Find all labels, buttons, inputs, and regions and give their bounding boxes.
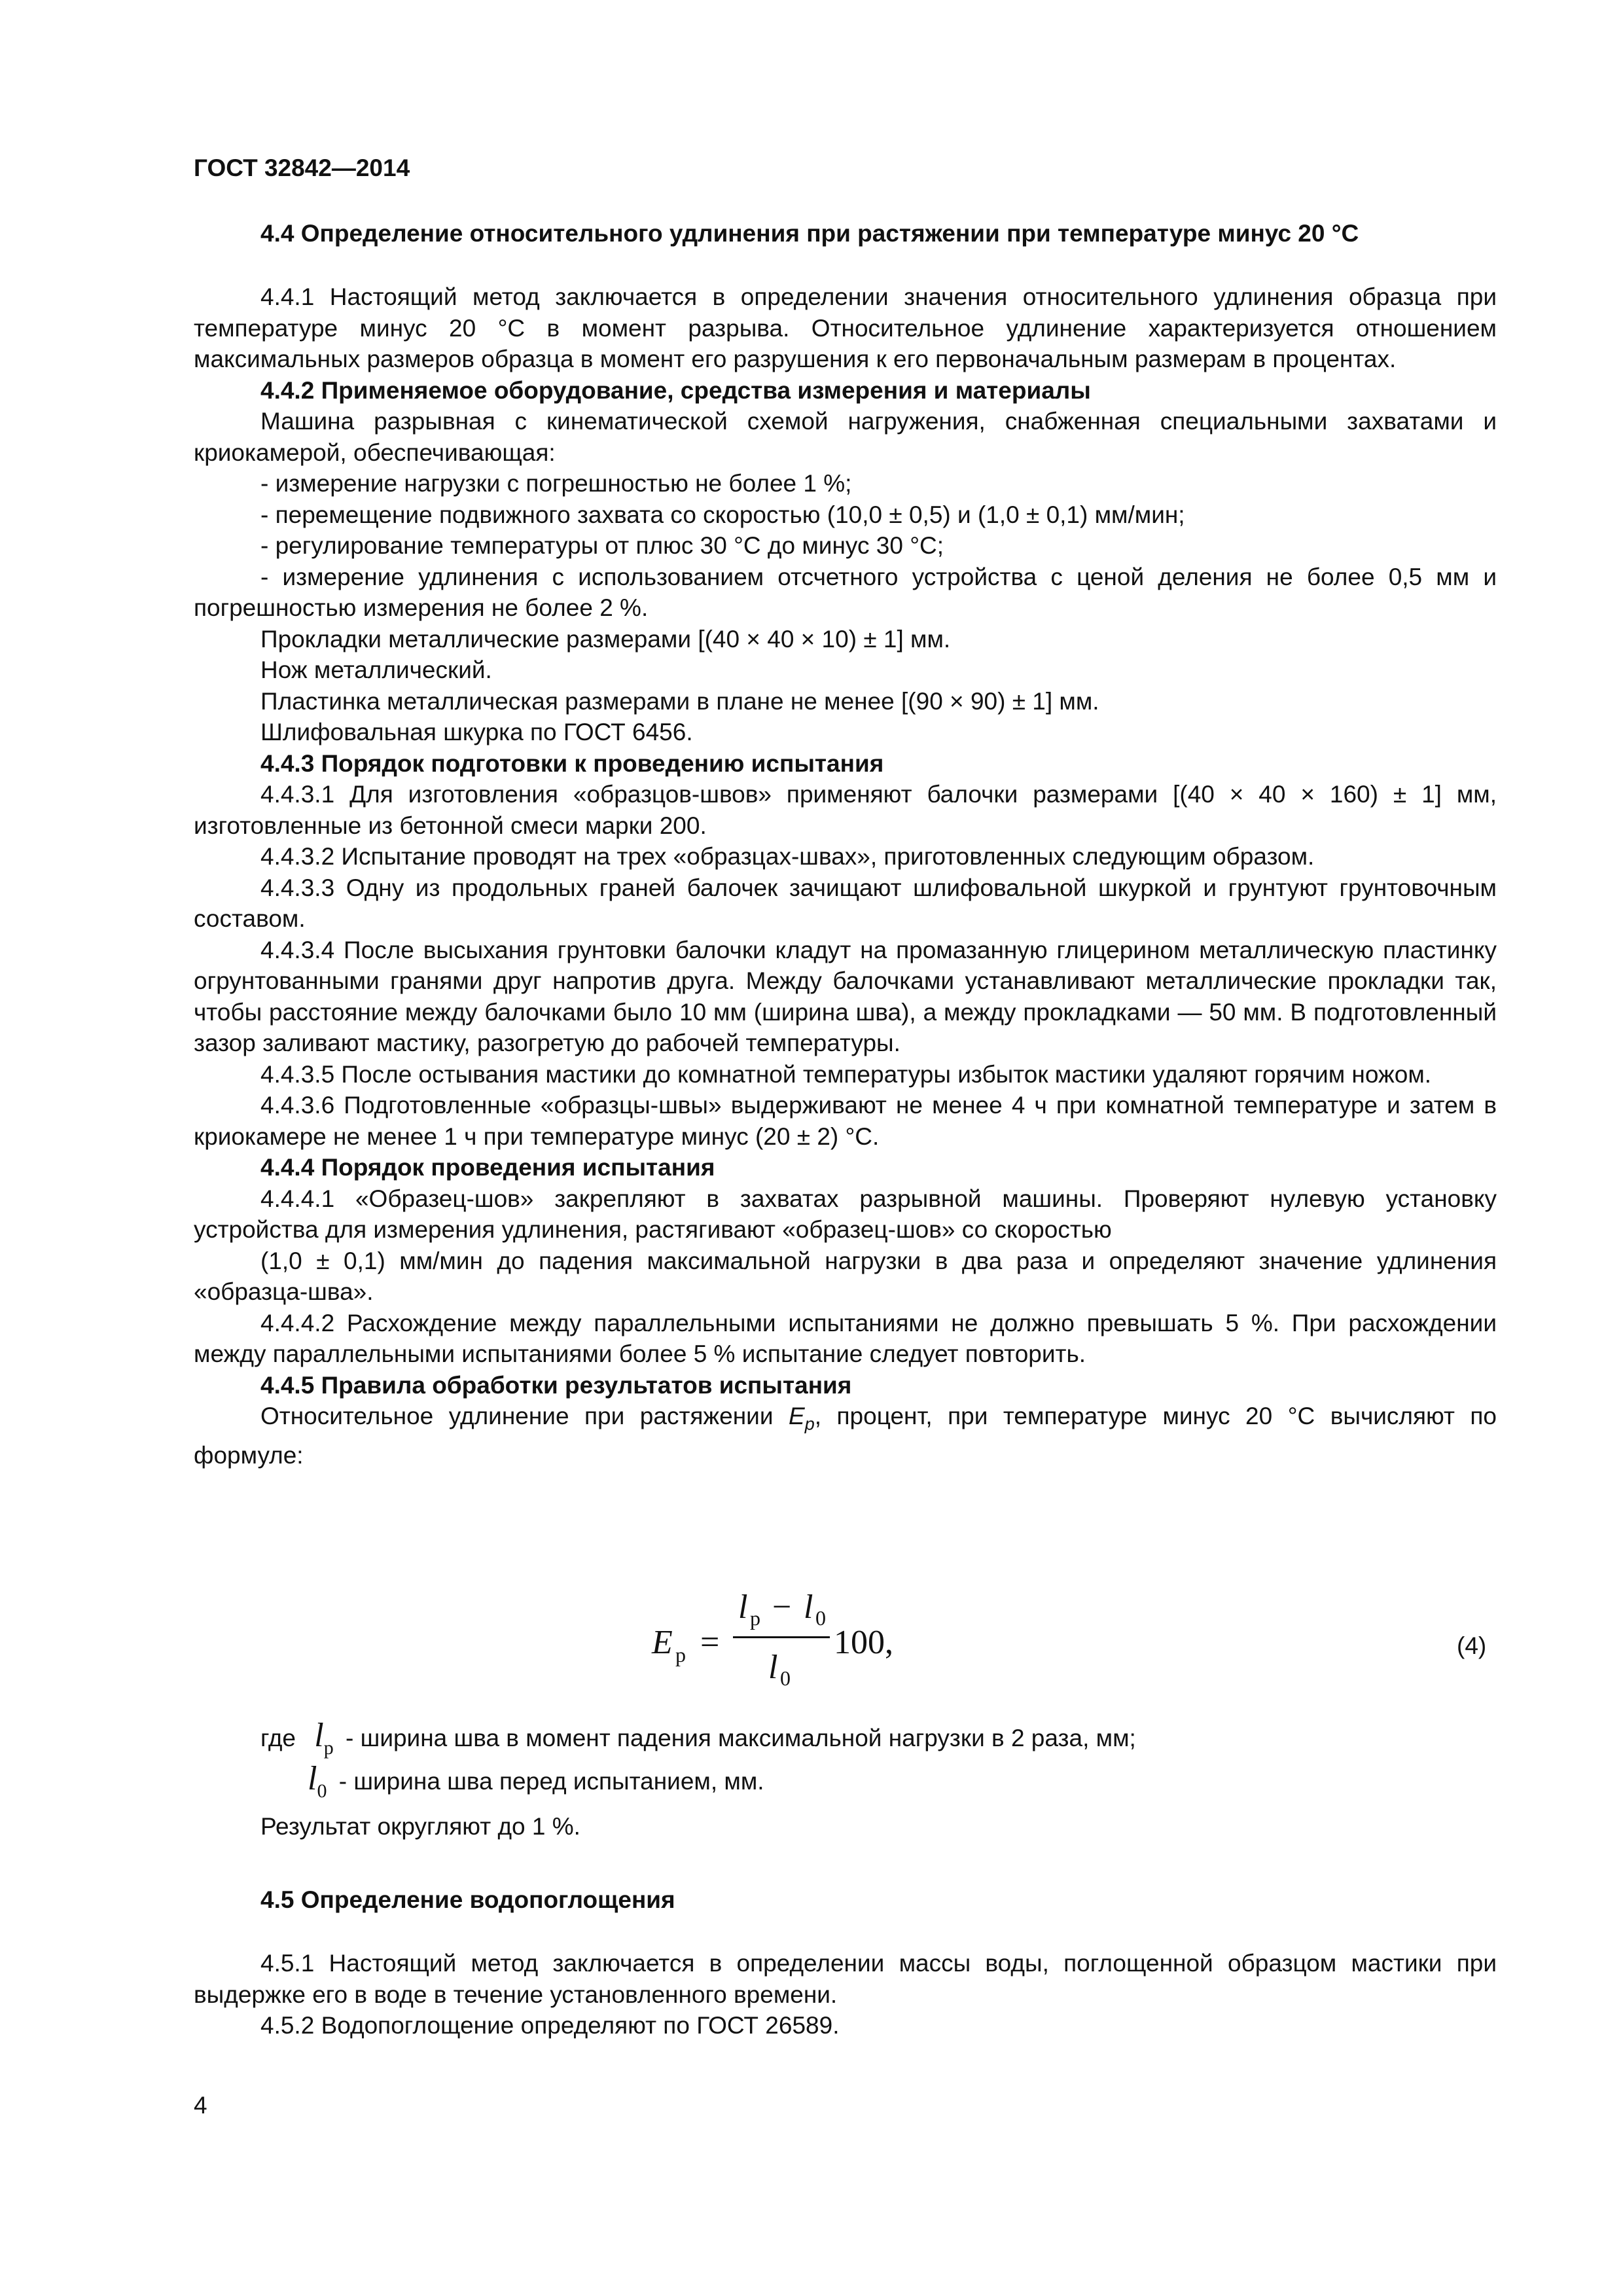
paragraph-knife: Нож металлический. [260,656,492,683]
paragraph-4-4-3-5: 4.4.3.5 После остывания мастики до комнатной температуры избыток мастики удаляют горячим ножом. [260,1060,1432,1088]
paragraph-calculation [194,1401,1497,1471]
paragraph-plate: Пластинка металлическая размерами в плане не менее [(90 × 90) ± 1] мм. [260,687,1099,715]
formula-numerator-l0-subscript: 0 [815,1606,826,1630]
paragraph-4-4-3-3: 4.4.3.3 Одну из продольных граней балочек зачищают шлифовальной шкуркой и грунтуют грунтовочным составом. [194,874,1497,932]
formula-minus: − [772,1588,792,1626]
definition-l0 [308,1759,764,1802]
formula-numerator-l-subscript: р [750,1606,760,1630]
formula-equals: = [700,1624,720,1661]
formula-fraction-bar [733,1636,830,1638]
formula-lhs-subscript: р [675,1643,686,1666]
paragraph-4-4-4-1b: (1,0 ± 0,1) мм/мин до падения максимальной нагрузки в два раза и определяют значение удлинения «образца-шва». [194,1247,1497,1305]
definition-lp [260,1716,1136,1759]
formula-number: (4) [1457,1632,1487,1659]
list-item-elongation: - измерение удлинения с использованием отсчетного устройства с ценой деления не более 0,5 мм и погрешностью измерения не более 2 %. [194,563,1497,621]
paragraph-4-4-1: 4.4.1 Настоящий метод заключается в определении значения относительного удлинения образца при температуре минус 20 °С в момент разрыва. Относительное удлинение характеризуется отношением максимальных размеров образца в момент его разрушения к его первоначальным размерам в процентах. [194,283,1497,372]
formula-numerator-l: l [738,1588,748,1626]
paragraph-4-4-3-1: 4.4.3.1 Для изготовления «образцов-швов» применяют балочки размерами [(40 × 40 × 160) ± 1] мм, изготовленные из бетонной смеси марки 200. [194,781,1497,839]
paragraph-4-5-1: 4.5.1 Настоящий метод заключается в определении массы воды, поглощенной образцом мастики при выдержке его в воде в течение установленного времени. [194,1950,1497,2008]
section-4-5-body [194,1948,1497,2041]
section-4-4-body [194,281,1497,1471]
formula-denominator-l0: l [768,1649,778,1686]
paragraph-sandpaper: Шлифовальная шкурка по ГОСТ 6456. [260,719,693,745]
paragraph-4-4-3-2: 4.4.3.2 Испытание проводят на трех «образцах-швах», приготовленных следующим образом. [260,843,1315,870]
heading-4-4-2: 4.4.2 Применяемое оборудование, средства измерения и материалы [260,376,1091,404]
formula-factor: 100, [834,1624,893,1661]
l0-subscript: 0 [317,1780,327,1802]
paragraph-4-5-2: 4.5.2 Водопоглощение определяют по ГОСТ 26589. [260,2012,840,2039]
paragraph-4-4-4-1a: 4.4.4.1 «Образец-шов» закрепляют в захватах разрывной машины. Проверяют нулевую установку устройства для измерения удлинения, растягивают «образец-шов» со скоростью [194,1185,1497,1243]
list-item-load: - измерение нагрузки с погрешностью не более 1 %; [260,470,852,497]
l0-symbol: l [308,1760,317,1797]
formula-4 [652,1585,927,1716]
calc-text-b: , процент, при температуре минус 20 °С вычисляют по формуле: [194,1403,1497,1469]
formula-numerator-l0: l [804,1588,813,1626]
paragraph-4-4-3-4: 4.4.3.4 После высыхания грунтовки балочки кладут на промазанную глицерином металлическую пластинку огрунтованными гранями друг напротив друга. Между балочками устанавливают металлические прокладки так, чтобы расстояние между балочками было 10 мм (ширина шва), а между прокладками — 50 мм. В подготовленный зазор заливают мастику, разогретую до рабочей температуры. [194,936,1497,1056]
calc-symbol-e: E [789,1403,805,1429]
paragraph-4-4-4-2: 4.4.4.2 Расхождение между параллельными испытаниями не должно превышать 5 %. При расхождении между параллельными испытаниями более 5 % испытание следует повторить. [194,1309,1497,1367]
calc-symbol-sub: p [804,1414,815,1434]
paragraph-machine: Машина разрывная с кинематической схемой нагружения, снабженная специальными захватами и криокамерой, обеспечивающая: [194,408,1497,466]
document-id: ГОСТ 32842—2014 [194,154,410,181]
rounding-note: Результат округляют до 1 %. [260,1813,580,1840]
lp-subscript: р [323,1737,334,1759]
heading-4-4-5: 4.4.5 Правила обработки результатов испытания [260,1371,852,1399]
paragraph-pads: Прокладки металлические размерами [(40 × 40 × 10) ± 1] мм. [260,625,951,653]
heading-4-4-4: 4.4.4 Порядок проведения испытания [260,1154,715,1181]
list-item-grip-speed: - перемещение подвижного захвата со скоростью (10,0 ± 0,5) и (1,0 ± 0,1) мм/мин; [260,501,1185,528]
l0-description: - ширина шва перед испытанием, мм. [332,1768,764,1795]
heading-4-4-3: 4.4.3 Порядок подготовки к проведению испытания [260,749,884,777]
formula-denominator-l0-subscript: 0 [780,1666,791,1690]
calc-text-a: Относительное удлинение при растяжении [260,1403,789,1429]
section-4-5-title: 4.5 Определение водопоглощения [260,1886,675,1913]
where-label: где [260,1725,296,1751]
list-item-temperature: - регулирование температуры от плюс 30 °С до минус 30 °С; [260,532,944,559]
section-4-4-title: 4.4 Определение относительного удлинения при растяжении при температуре минус 20 °С [260,220,1359,247]
lp-description: - ширина шва в момент падения максимальной нагрузки в 2 раза, мм; [338,1725,1136,1751]
page-number: 4 [194,2092,207,2119]
paragraph-4-4-3-6: 4.4.3.6 Подготовленные «образцы-швы» выдерживают не менее 4 ч при комнатной температуре и затем в криокамере не менее 1 ч при температуре минус (20 ± 2) °С. [194,1092,1497,1150]
lp-symbol: l [314,1717,324,1754]
formula-lhs-symbol: E [652,1624,673,1661]
